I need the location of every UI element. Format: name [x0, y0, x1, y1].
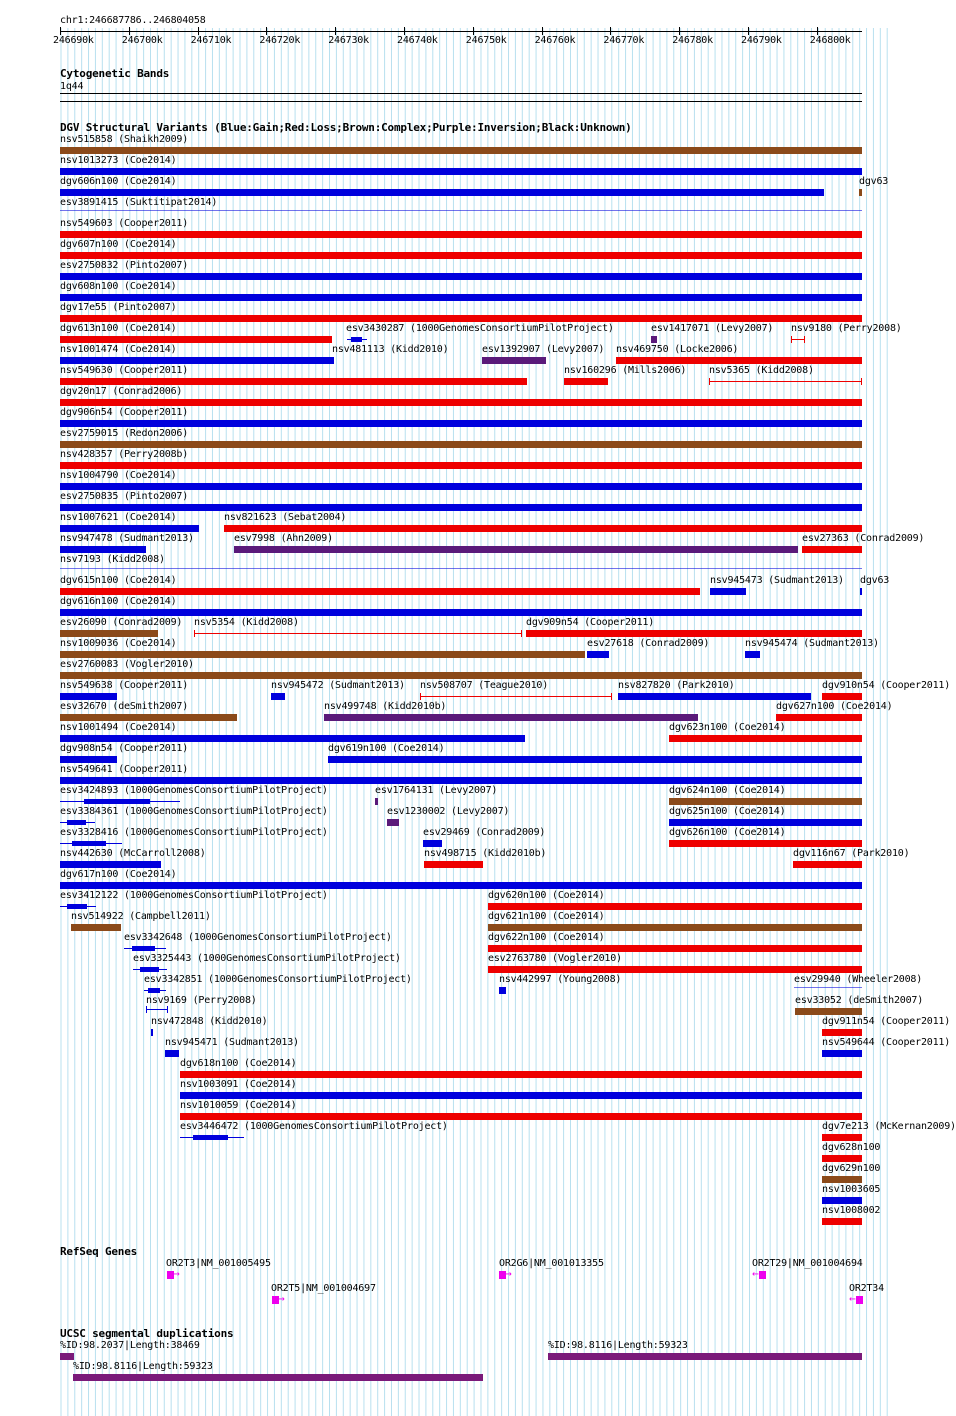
segdup-bar[interactable] — [73, 1374, 483, 1381]
dgv-feature-label[interactable]: nsv160296 (Mills2006) — [564, 365, 687, 376]
cytoband-track-title[interactable]: Cytogenetic Bands — [60, 67, 170, 80]
dgv-feature-label[interactable]: esv3342851 (1000GenomesConsortiumPilotProject) — [144, 974, 412, 985]
dgv-feature-bar[interactable] — [587, 651, 609, 658]
dgv-feature-label[interactable]: nsv827820 (Park2010) — [618, 680, 735, 691]
dgv-feature-bar[interactable] — [180, 1137, 244, 1138]
dgv-feature-bar[interactable] — [60, 441, 862, 448]
dgv-feature-bar[interactable] — [133, 969, 167, 970]
dgv-feature-bar[interactable] — [60, 714, 237, 721]
dgv-feature-label[interactable]: nsv498715 (Kidd2010b) — [424, 848, 547, 859]
dgv-feature-bar[interactable] — [822, 1029, 862, 1036]
dgv-feature-bar[interactable] — [144, 990, 166, 991]
dgv-feature-bar[interactable] — [328, 756, 862, 763]
dgv-feature-bar[interactable] — [60, 843, 122, 844]
dgv-feature-label[interactable]: dgv606n100 (Coe2014) — [60, 176, 177, 187]
dgv-feature-label[interactable]: nsv1003091 (Coe2014) — [180, 1079, 297, 1090]
ruler-tick — [473, 27, 474, 35]
dgv-feature-label[interactable]: nsv9180 (Perry2008) — [791, 323, 902, 334]
dgv-feature-bar[interactable] — [375, 798, 378, 805]
dgv-feature-bar[interactable] — [234, 546, 798, 553]
dgv-feature-bar[interactable] — [71, 924, 121, 931]
ruler-tick — [542, 27, 543, 35]
refseq-gene-label[interactable]: OR2T29|NM_001004694 — [752, 1258, 863, 1269]
dgv-feature-label[interactable]: dgv629n100 — [822, 1163, 881, 1174]
dgv-feature-bar[interactable] — [60, 525, 199, 532]
dgv-feature-bar[interactable] — [60, 609, 862, 616]
dgv-feature-label[interactable]: nsv945474 (Sudmant2013) — [745, 638, 879, 649]
dgv-feature-label[interactable]: dgv906n54 (Cooper2011) — [60, 407, 189, 418]
dgv-feature-label[interactable]: dgv616n100 (Coe2014) — [60, 596, 177, 607]
dgv-feature-label[interactable]: esv26090 (Conrad2009) — [60, 617, 183, 628]
dgv-feature-bar[interactable] — [860, 588, 862, 595]
dgv-feature-label[interactable]: nsv5365 (Kidd2008) — [709, 365, 814, 376]
dgv-feature-label[interactable]: dgv624n100 (Coe2014) — [669, 785, 786, 796]
dgv-feature-label[interactable]: nsv499748 (Kidd2010b) — [324, 701, 447, 712]
ruler-tick-label: 246790k — [741, 35, 782, 46]
dgv-feature-label[interactable]: dgv622n100 (Coe2014) — [488, 932, 605, 943]
dgv-feature-label[interactable]: nsv549641 (Cooper2011) — [60, 764, 189, 775]
dgv-feature-label[interactable]: esv3384361 (1000GenomesConsortiumPilotProject) — [60, 806, 328, 817]
dgv-feature-bar[interactable] — [60, 315, 862, 322]
dgv-feature-label[interactable]: nsv481113 (Kidd2010) — [332, 344, 449, 355]
dgv-feature-bar[interactable] — [420, 696, 612, 697]
dgv-feature-bar[interactable] — [60, 630, 158, 637]
dgv-feature-label[interactable]: dgv911n54 (Cooper2011) — [822, 1016, 951, 1027]
refseq-gene-label[interactable]: OR2T34 — [849, 1283, 884, 1294]
dgv-feature-label[interactable]: nsv821623 (Sebat2004) — [224, 512, 347, 523]
arrow-left-icon: ← — [752, 1267, 759, 1280]
arrow-left-icon: ← — [849, 1292, 856, 1305]
dgv-feature-label[interactable]: nsv1008002 — [822, 1205, 881, 1216]
dgv-feature-label[interactable]: esv7998 (Ahn2009) — [234, 533, 333, 544]
dgv-feature-bar[interactable] — [526, 630, 862, 637]
ruler-tick-label: 246710k — [190, 35, 232, 46]
dgv-feature-bar[interactable] — [60, 273, 862, 280]
dgv-feature-label[interactable]: dgv618n100 (Coe2014) — [180, 1058, 297, 1069]
dgv-feature-bar[interactable] — [60, 189, 824, 196]
dgv-feature-label[interactable]: nsv5354 (Kidd2008) — [194, 617, 299, 628]
dgv-feature-bar[interactable] — [669, 840, 862, 847]
dgv-feature-bar[interactable] — [822, 693, 862, 700]
dgv-feature-label[interactable]: dgv621n100 (Coe2014) — [488, 911, 605, 922]
dgv-feature-label[interactable]: esv1230002 (Levy2007) — [387, 806, 510, 817]
dgv-feature-bar[interactable] — [482, 357, 546, 364]
dgv-feature-label[interactable]: nsv549603 (Cooper2011) — [60, 218, 189, 229]
dgv-feature-bar[interactable] — [124, 948, 166, 949]
dgv-feature-bar[interactable] — [180, 1113, 862, 1120]
dgv-feature-bar[interactable] — [60, 882, 862, 889]
dgv-feature-label[interactable]: dgv909n54 (Cooper2011) — [526, 617, 655, 628]
dgv-feature-bar[interactable] — [794, 987, 862, 988]
segdup-label[interactable]: %ID:98.2037|Length:38469 — [60, 1340, 200, 1351]
dgv-feature-bar[interactable] — [387, 819, 399, 826]
dgv-feature-bar[interactable] — [795, 1008, 862, 1015]
dgv-feature-label[interactable]: nsv1003605 — [822, 1184, 881, 1195]
dgv-feature-label[interactable]: nsv9169 (Perry2008) — [146, 995, 257, 1006]
dgv-feature-bar[interactable] — [60, 735, 525, 742]
dgv-feature-bar[interactable] — [423, 840, 442, 847]
dgv-feature-bar[interactable] — [776, 714, 862, 721]
segdup-bar[interactable] — [548, 1353, 862, 1360]
dgv-feature-bar[interactable] — [60, 822, 95, 823]
ruler-tick — [404, 27, 405, 35]
dgv-feature-label[interactable]: nsv472848 (Kidd2010) — [151, 1016, 268, 1027]
dgv-feature-bar[interactable] — [488, 924, 862, 931]
dgv-feature-bar[interactable] — [180, 1092, 862, 1099]
ruler-tick-label: 246700k — [121, 35, 163, 46]
dgv-feature-label[interactable]: esv3424893 (1000GenomesConsortiumPilotProject) — [60, 785, 328, 796]
ruler-tick-label: 246740k — [397, 35, 438, 46]
dgv-feature-bar[interactable] — [669, 735, 862, 742]
segdup-track-title[interactable]: UCSC segmental duplications — [60, 1327, 234, 1340]
dgv-feature-label[interactable]: esv1764131 (Levy2007) — [375, 785, 498, 796]
dgv-feature-label[interactable]: dgv63 — [859, 176, 889, 187]
cytoband-line-2 — [60, 101, 862, 102]
dgv-feature-label[interactable]: dgv625n100 (Coe2014) — [669, 806, 786, 817]
dgv-feature-bar[interactable] — [332, 357, 334, 364]
dgv-feature-bar[interactable] — [151, 1029, 153, 1036]
dgv-feature-label[interactable]: dgv908n54 (Cooper2011) — [60, 743, 189, 754]
dgv-feature-label[interactable]: nsv549638 (Cooper2011) — [60, 680, 189, 691]
segdup-label[interactable]: %ID:98.8116|Length:59323 — [548, 1340, 688, 1351]
ruler-tick-label: 246760k — [534, 35, 576, 46]
dgv-feature-bar[interactable] — [60, 252, 862, 259]
dgv-feature-bar[interactable] — [802, 546, 862, 553]
dgv-feature-bar[interactable] — [745, 651, 760, 658]
dgv-feature-label[interactable]: esv3325443 (1000GenomesConsortiumPilotProject) — [133, 953, 401, 964]
dgv-feature-bar[interactable] — [271, 693, 285, 700]
dgv-feature-bar[interactable] — [165, 1050, 179, 1057]
dgv-feature-bar[interactable] — [60, 801, 180, 802]
dgv-feature-bar[interactable] — [822, 1155, 862, 1162]
dgv-feature-bar[interactable] — [60, 546, 146, 553]
dgv-feature-label[interactable]: dgv617n100 (Coe2014) — [60, 869, 177, 880]
dgv-feature-bar[interactable] — [651, 336, 657, 343]
dgv-feature-label[interactable]: esv3891415 (Suktitipat2014) — [60, 197, 218, 208]
dgv-feature-label[interactable]: nsv1013273 (Coe2014) — [60, 155, 177, 166]
dgv-feature-label[interactable]: esv3412122 (1000GenomesConsortiumPilotProject) — [60, 890, 328, 901]
dgv-feature-label[interactable]: dgv623n100 (Coe2014) — [669, 722, 786, 733]
dgv-feature-bar[interactable] — [60, 504, 862, 511]
ruler-tick-label: 246730k — [328, 35, 369, 46]
refseq-gene-label[interactable]: OR2T5|NM_001004697 — [271, 1283, 376, 1294]
dgv-feature-label[interactable]: dgv910n54 (Cooper2011) — [822, 680, 951, 691]
dgv-feature-label[interactable]: esv2759015 (Redon2006) — [60, 428, 189, 439]
dgv-feature-bar[interactable] — [60, 906, 96, 907]
dgv-feature-label[interactable]: dgv628n100 — [822, 1142, 881, 1153]
dgv-feature-label[interactable]: dgv20n17 (Conrad2006) — [60, 386, 183, 397]
ruler-tick — [335, 27, 336, 35]
arrow-right-icon: → — [505, 1267, 512, 1280]
dgv-feature-bar[interactable] — [488, 966, 862, 973]
ruler-tick — [198, 27, 199, 35]
dgv-feature-bar[interactable] — [709, 381, 862, 382]
dgv-feature-bar[interactable] — [60, 210, 862, 211]
dgv-feature-bar[interactable] — [499, 987, 506, 994]
dgv-feature-bar[interactable] — [822, 1134, 862, 1141]
dgv-feature-label[interactable]: esv3342648 (1000GenomesConsortiumPilotProject) — [124, 932, 392, 943]
dgv-feature-bar[interactable] — [60, 568, 862, 569]
dgv-feature-label[interactable]: esv32670 (deSmith2007) — [60, 701, 189, 712]
dgv-feature-bar[interactable] — [60, 399, 862, 406]
dgv-feature-bar[interactable] — [618, 693, 811, 700]
dgv-feature-bar[interactable] — [60, 168, 862, 175]
dgv-feature-label[interactable]: esv29469 (Conrad2009) — [423, 827, 546, 838]
dgv-feature-bar[interactable] — [793, 861, 862, 868]
dgv-feature-label[interactable]: nsv7193 (Kidd2008) — [60, 554, 165, 565]
dgv-feature-label[interactable]: nsv947478 (Sudmant2013) — [60, 533, 194, 544]
dgv-feature-bar[interactable] — [146, 1009, 168, 1010]
ruler-tick — [610, 27, 611, 35]
ruler-tick-label: 246690k — [53, 35, 94, 46]
cytoband-label[interactable]: 1q44 — [60, 81, 84, 92]
dgv-feature-label[interactable]: dgv620n100 (Coe2014) — [488, 890, 605, 901]
dgv-feature-bar[interactable] — [488, 903, 862, 910]
dgv-feature-label[interactable]: nsv1010059 (Coe2014) — [180, 1100, 297, 1111]
dgv-feature-bar[interactable] — [60, 420, 862, 427]
dgv-feature-bar[interactable] — [859, 189, 862, 196]
dgv-feature-bar[interactable] — [822, 1050, 862, 1057]
dgv-feature-bar[interactable] — [710, 588, 746, 595]
dgv-feature-bar[interactable] — [60, 588, 700, 595]
segdup-bar[interactable] — [60, 1353, 74, 1360]
refseq-track-title[interactable]: RefSeq Genes — [60, 1245, 138, 1258]
dgv-feature-label[interactable]: esv2760083 (Vogler2010) — [60, 659, 194, 670]
ruler-tick — [748, 27, 749, 35]
dgv-feature-bar[interactable] — [60, 294, 862, 301]
ruler-tick — [817, 27, 818, 35]
dgv-feature-label[interactable]: dgv608n100 (Coe2014) — [60, 281, 177, 292]
dgv-feature-label[interactable]: esv2750835 (Pinto2007) — [60, 491, 189, 502]
dgv-feature-label[interactable]: dgv613n100 (Coe2014) — [60, 323, 177, 334]
dgv-feature-label[interactable]: esv2750832 (Pinto2007) — [60, 260, 189, 271]
ruler-tick — [266, 27, 267, 35]
dgv-feature-bar[interactable] — [822, 1218, 862, 1225]
dgv-feature-bar[interactable] — [224, 525, 862, 532]
refseq-gene-exon[interactable] — [856, 1296, 863, 1304]
dgv-feature-label[interactable]: dgv607n100 (Coe2014) — [60, 239, 177, 250]
dgv-feature-label[interactable]: dgv627n100 (Coe2014) — [776, 701, 893, 712]
dgv-feature-label[interactable]: dgv116n67 (Park2010) — [793, 848, 910, 859]
dgv-feature-label[interactable]: nsv469750 (Locke2006) — [616, 344, 739, 355]
dgv-feature-label[interactable]: nsv549644 (Cooper2011) — [822, 1037, 951, 1048]
dgv-feature-bar[interactable] — [60, 462, 862, 469]
dgv-feature-label[interactable]: nsv1004790 (Coe2014) — [60, 470, 177, 481]
location-label: chr1:246687786..246804058 — [60, 15, 206, 26]
dgv-feature-label[interactable]: esv29940 (Wheeler2008) — [794, 974, 923, 985]
dgv-feature-label[interactable]: dgv17e55 (Pinto2007) — [60, 302, 177, 313]
dgv-feature-bar[interactable] — [60, 651, 585, 658]
dgv-feature-bar[interactable] — [669, 819, 862, 826]
ruler-tick — [60, 27, 61, 35]
dgv-feature-label[interactable]: esv27618 (Conrad2009) — [587, 638, 710, 649]
dgv-feature-label[interactable]: nsv1001474 (Coe2014) — [60, 344, 177, 355]
dgv-feature-label[interactable]: esv3328416 (1000GenomesConsortiumPilotProject) — [60, 827, 328, 838]
cytoband-line — [60, 93, 862, 94]
dgv-feature-bar[interactable] — [60, 378, 527, 385]
dgv-track-title[interactable]: DGV Structural Variants (Blue:Gain;Red:Loss;Brown:Complex;Purple:Inversion;Black:Unknown) — [60, 121, 632, 134]
dgv-feature-bar[interactable] — [564, 378, 608, 385]
ruler-tick-label: 246770k — [603, 35, 645, 46]
dgv-feature-label[interactable]: dgv615n100 (Coe2014) — [60, 575, 177, 586]
dgv-feature-bar[interactable] — [60, 357, 332, 364]
dgv-feature-label[interactable]: nsv945473 (Sudmant2013) — [710, 575, 844, 586]
dgv-feature-label[interactable]: nsv508707 (Teague2010) — [420, 680, 549, 691]
dgv-feature-label[interactable]: nsv945471 (Sudmant2013) — [165, 1037, 299, 1048]
dgv-feature-label[interactable]: esv1417071 (Levy2007) — [651, 323, 774, 334]
ruler-line — [60, 31, 862, 32]
arrow-right-icon: → — [278, 1292, 285, 1305]
dgv-feature-bar[interactable] — [60, 336, 332, 343]
dgv-feature-label[interactable]: nsv442997 (Young2008) — [499, 974, 622, 985]
ruler-tick-label: 246780k — [672, 35, 713, 46]
dgv-feature-label[interactable]: nsv1007621 (Coe2014) — [60, 512, 177, 523]
dgv-feature-bar[interactable] — [822, 1176, 862, 1183]
dgv-feature-bar[interactable] — [424, 861, 483, 868]
ruler-tick-label: 246800k — [809, 35, 851, 46]
refseq-gene-exon[interactable] — [759, 1271, 766, 1279]
dgv-feature-bar[interactable] — [60, 777, 862, 784]
ruler-tick — [129, 27, 130, 35]
dgv-feature-bar[interactable] — [616, 357, 862, 364]
dgv-feature-bar[interactable] — [347, 339, 367, 340]
refseq-gene-label[interactable]: OR2G6|NM_001013355 — [499, 1258, 604, 1269]
dgv-feature-label[interactable]: nsv428357 (Perry2008b) — [60, 449, 189, 460]
dgv-feature-label[interactable]: esv27363 (Conrad2009) — [802, 533, 925, 544]
dgv-feature-label[interactable]: nsv514922 (Campbell2011) — [71, 911, 211, 922]
dgv-feature-bar[interactable] — [194, 633, 522, 634]
dgv-feature-label[interactable]: nsv442630 (McCarroll2008) — [60, 848, 206, 859]
dgv-feature-bar[interactable] — [669, 798, 862, 805]
dgv-feature-bar[interactable] — [60, 231, 862, 238]
dgv-feature-label[interactable]: nsv1001494 (Coe2014) — [60, 722, 177, 733]
refseq-gene-label[interactable]: OR2T3|NM_001005495 — [166, 1258, 271, 1269]
dgv-feature-label[interactable]: nsv549630 (Cooper2011) — [60, 365, 189, 376]
dgv-feature-bar[interactable] — [60, 483, 862, 490]
dgv-feature-bar[interactable] — [822, 1197, 862, 1204]
dgv-feature-bar[interactable] — [60, 693, 117, 700]
dgv-feature-bar[interactable] — [324, 714, 698, 721]
dgv-feature-label[interactable]: nsv1009036 (Coe2014) — [60, 638, 177, 649]
dgv-feature-label[interactable]: esv3446472 (1000GenomesConsortiumPilotProject) — [180, 1121, 448, 1132]
dgv-feature-label[interactable]: esv1392907 (Levy2007) — [482, 344, 605, 355]
dgv-feature-label[interactable]: nsv945472 (Sudmant2013) — [271, 680, 405, 691]
dgv-feature-label[interactable]: dgv619n100 (Coe2014) — [328, 743, 445, 754]
ruler-tick-label: 246720k — [259, 35, 301, 46]
ruler-tick — [679, 27, 680, 35]
dgv-feature-bar[interactable] — [60, 861, 161, 868]
dgv-feature-bar[interactable] — [180, 1071, 862, 1078]
dgv-feature-label[interactable]: esv3430287 (1000GenomesConsortiumPilotProject) — [346, 323, 614, 334]
dgv-feature-label[interactable]: dgv63 — [860, 575, 890, 586]
dgv-feature-label[interactable]: dgv626n100 (Coe2014) — [669, 827, 786, 838]
segdup-label[interactable]: %ID:98.8116|Length:59323 — [73, 1361, 213, 1372]
dgv-feature-bar[interactable] — [60, 147, 862, 154]
arrow-right-icon: → — [173, 1267, 180, 1280]
dgv-feature-label[interactable]: esv2763780 (Vogler2010) — [488, 953, 622, 964]
dgv-feature-label[interactable]: esv33052 (deSmith2007) — [795, 995, 924, 1006]
dgv-feature-bar[interactable] — [488, 945, 862, 952]
dgv-feature-label[interactable]: dgv7e213 (McKernan2009) — [822, 1121, 956, 1132]
ruler-tick-label: 246750k — [465, 35, 507, 46]
dgv-feature-bar[interactable] — [60, 756, 117, 763]
dgv-feature-bar[interactable] — [791, 339, 805, 340]
dgv-feature-bar[interactable] — [60, 672, 862, 679]
dgv-feature-label[interactable]: nsv515858 (Shaikh2009) — [60, 134, 189, 145]
